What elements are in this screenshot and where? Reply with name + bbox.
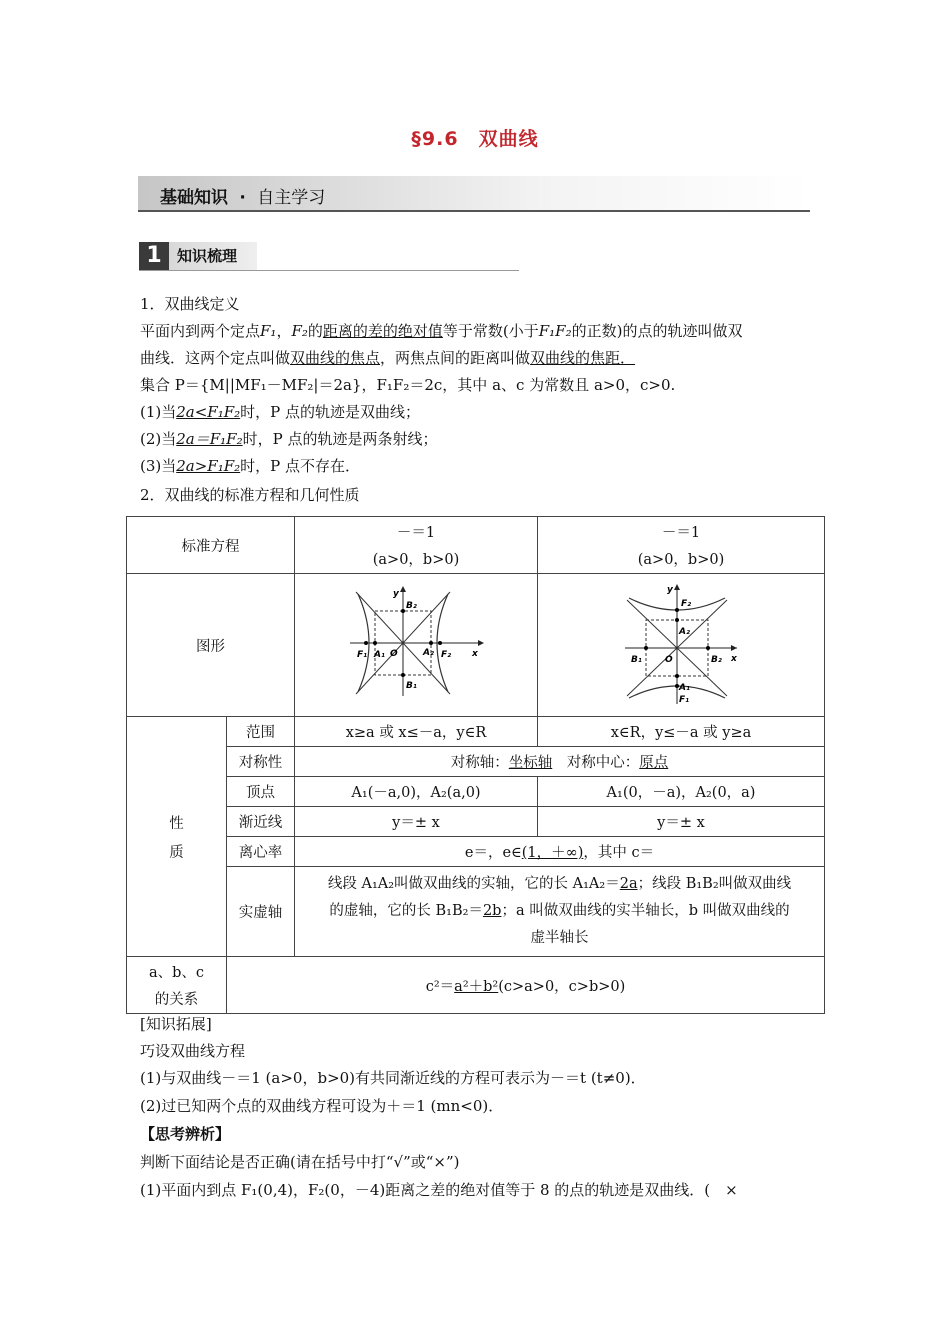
label-F1: F₁ [679, 695, 690, 705]
extension-heading: [知识拓展] [140, 1015, 212, 1033]
hyperbola-properties-table [126, 516, 825, 1014]
subsection-number: 1 [139, 242, 169, 270]
text: 线段 A₁A₂叫做双曲线的实轴，它的长 A₁A₂＝ [327, 876, 620, 892]
extension-line-2: (2)过已知两个点的双曲线方程可设为＋＝1 (mn<0)． [140, 1097, 504, 1115]
page-title: §9.6 双曲线 [411, 128, 539, 150]
think-instruction: 判断下面结论是否正确(请在括号中打“√”或“×”) [140, 1153, 460, 1171]
range-label: 范围 [227, 717, 295, 747]
symmetry-value [295, 747, 825, 777]
eccentricity-value [295, 837, 825, 867]
text: 的 [307, 322, 323, 340]
text: 等于常数(小于 [442, 322, 539, 340]
subsection-underline [139, 270, 519, 271]
section-heading-bold: 基础知识 [160, 188, 228, 208]
text: (3)当 [140, 457, 177, 475]
hyperbola-x-figure [346, 584, 486, 702]
underlined-answer: 2a<F₁F₂ [176, 403, 241, 421]
section-heading-dot: · [239, 188, 246, 208]
text: 时，P 点不存在． [240, 457, 361, 475]
text: 曲线．这两个定点叫做 [140, 349, 291, 367]
label-B2: B₂ [406, 601, 417, 611]
axes-line-2 [303, 898, 816, 925]
std-eq-label: 标准方程 [127, 517, 295, 574]
definition-heading: 1．双曲线定义 [140, 295, 240, 313]
graph-x [295, 574, 538, 717]
think-heading: 【思考辨析】 [140, 1125, 231, 1143]
text: c²＝ [425, 978, 455, 995]
text: a、b、c [148, 965, 205, 981]
section-heading-rest: 自主学习 [257, 188, 326, 208]
label-O: O [390, 649, 398, 659]
range-y: x∈R，y≤－a 或 y≥a [538, 717, 825, 747]
vertex-label: 顶点 [227, 777, 295, 807]
section-heading [160, 183, 325, 208]
std-eq-x [295, 517, 538, 574]
text: 的关系 [154, 992, 199, 1008]
underlined-answer: 双曲线的焦距． [530, 349, 636, 367]
label-F2: F₂ [681, 599, 692, 609]
label-F2: F₂ [441, 650, 452, 660]
text: 的虚轴，它的长 B₁B₂＝ [329, 903, 483, 919]
label-A2: A₂ [423, 648, 434, 658]
properties-label [127, 717, 227, 957]
label-O: O [665, 655, 673, 665]
text: (1)当 [140, 403, 177, 421]
label-x: x [731, 654, 737, 664]
asymptote-y: y＝± x [538, 807, 825, 837]
label-x: x [472, 649, 478, 659]
extension-line-1: (1)与双曲线－＝1 (a>0，b>0)有共同渐近线的方程可表示为－＝t (t≠0)． [140, 1069, 646, 1087]
axes-value [295, 867, 825, 957]
text: 质 [169, 844, 184, 861]
text: 的正数)的点的轨迹叫做双 [571, 322, 743, 340]
graph-label: 图形 [127, 574, 295, 717]
label-B1: B₁ [631, 655, 642, 665]
label-A2: A₂ [679, 627, 690, 637]
label-A1: A₁ [679, 683, 690, 693]
axes-line-3: 虚半轴长 [530, 930, 589, 946]
eccentricity-label: 离心率 [227, 837, 295, 867]
text: e＝，e∈ [464, 845, 522, 861]
section-underline [138, 210, 810, 212]
text: ，两焦点间的距离叫做 [380, 349, 531, 367]
text: F₁F₂ [538, 322, 572, 340]
asymptote-x: y＝± x [295, 807, 538, 837]
abc-label [127, 957, 227, 1014]
underlined-answer: 2a [619, 876, 638, 892]
underlined-answer: 2a>F₁F₂ [176, 457, 241, 475]
text: ；a 叫做双曲线的实半轴长，b 叫做双曲线的 [501, 903, 790, 919]
text: 对称中心： [552, 755, 640, 771]
symmetry-label: 对称性 [227, 747, 295, 777]
case-2 [140, 428, 437, 449]
think-question-1: (1)平面内到点 F₁(0,4)，F₂(0，－4)距离之差的绝对值等于 8 的点的轨迹是双曲线．( × [140, 1181, 738, 1199]
text: F₂ [291, 322, 308, 340]
vertex-y: A₁(0，－a)，A₂(0，a) [538, 777, 825, 807]
set-definition: 集合 P＝{M||MF₁－MF₂|＝2a}，F₁F₂＝2c，其中 a、c 为常数且 a>0，c>0. [140, 376, 676, 394]
underlined-answer: a²＋b² [454, 978, 499, 995]
text: 性 [169, 815, 184, 832]
condition: (a>0，b>0) [637, 552, 725, 568]
axes-label: 实虚轴 [227, 867, 295, 957]
label-F1: F₁ [357, 650, 368, 660]
case-3 [140, 455, 360, 476]
vertex-x: A₁(－a,0)，A₂(a,0) [295, 777, 538, 807]
definition-line-2 [140, 347, 635, 368]
axes-line-1 [303, 871, 816, 898]
underlined-answer: (1，＋∞) [521, 845, 584, 861]
asymptote-label: 渐近线 [227, 807, 295, 837]
subsection-label: 知识梳理 [169, 242, 257, 270]
underlined-answer: 双曲线的焦点 [290, 349, 381, 367]
equation: －＝1 [661, 525, 701, 541]
text: ，其中 c＝ [583, 845, 655, 861]
properties-heading: 2．双曲线的标准方程和几何性质 [140, 486, 360, 504]
text: 时，P 点的轨迹是双曲线； [240, 403, 421, 421]
underlined-answer: 坐标轴 [508, 755, 553, 771]
label-B2: B₂ [711, 655, 722, 665]
label-A1: A₁ [374, 650, 385, 660]
underlined-answer: 2a＝F₁F₂ [176, 430, 243, 448]
extension-title: 巧设双曲线方程 [140, 1042, 246, 1060]
equation: －＝1 [396, 525, 436, 541]
text: (c>a>0，c>b>0) [498, 978, 626, 995]
underlined-answer: 2b [482, 903, 502, 919]
range-x: x≥a 或 x≤－a，y∈R [295, 717, 538, 747]
definition-line-1 [140, 320, 742, 341]
graph-y [538, 574, 825, 717]
label-B1: B₁ [406, 681, 417, 691]
condition: (a>0，b>0) [372, 552, 460, 568]
text: F₁ [260, 322, 277, 340]
label-y: y [393, 589, 399, 599]
text: 时，P 点的轨迹是两条射线； [242, 430, 438, 448]
text: ；线段 B₁B₂叫做双曲线 [637, 876, 792, 892]
underlined-answer: 距离的差的绝对值 [322, 322, 443, 340]
hyperbola-y-figure [621, 580, 741, 706]
std-eq-y [538, 517, 825, 574]
text: ， [276, 322, 292, 340]
text: (2)当 [140, 430, 177, 448]
underlined-answer: 原点 [639, 755, 669, 771]
text: 平面内到两个定点 [140, 322, 261, 340]
text: 对称轴： [450, 755, 509, 771]
abc-value [227, 957, 825, 1014]
label-y: y [667, 585, 673, 595]
case-1 [140, 401, 420, 422]
